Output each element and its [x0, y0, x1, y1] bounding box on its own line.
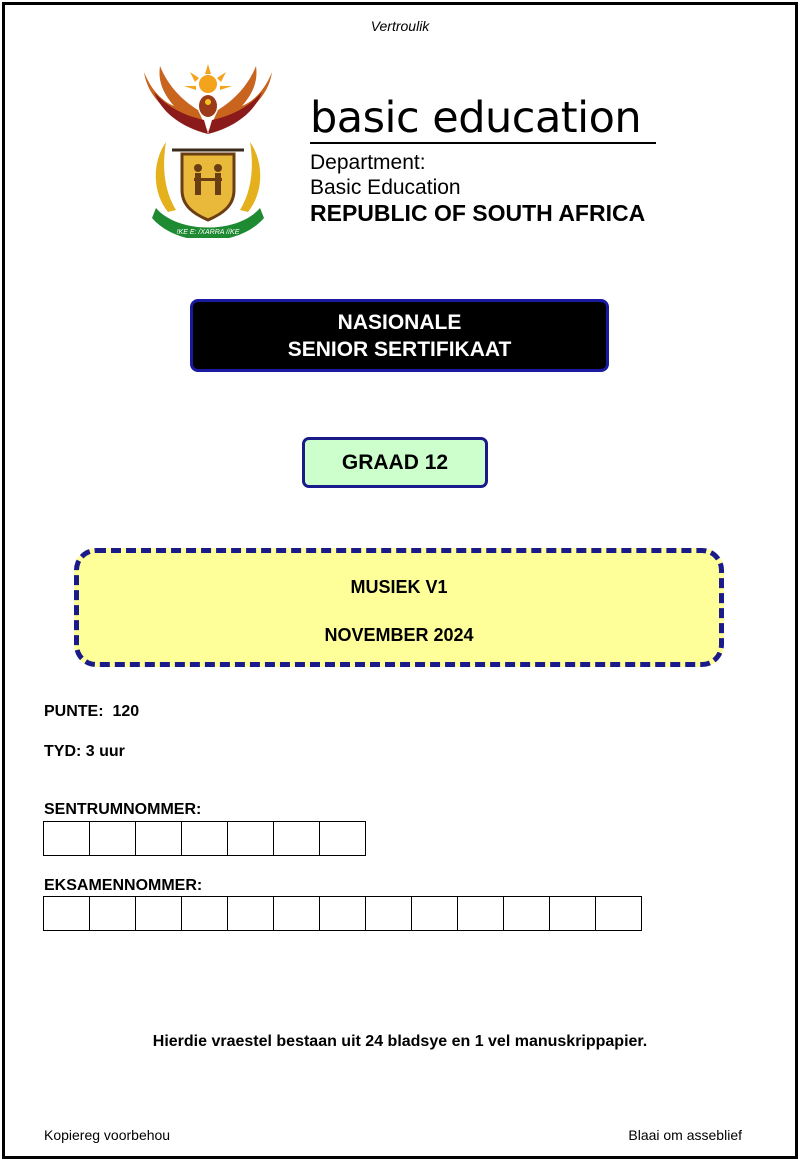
page-count-note: Hierdie vraestel bestaan uit 24 bladsye en 1 vel manuskrippapier.: [152, 1033, 648, 1050]
centre-number-box[interactable]: [181, 821, 228, 856]
confidential-label: Vertroulik: [370, 18, 430, 34]
copyright-label: Kopiereg voorbehou: [44, 1127, 171, 1143]
exam-number-box[interactable]: [411, 896, 458, 931]
coat-of-arms-logo: [138, 62, 278, 238]
exam-number-box[interactable]: [549, 896, 596, 931]
centre-number-box[interactable]: [227, 821, 274, 856]
department-name: Basic Education: [310, 176, 461, 199]
exam-number-box[interactable]: [89, 896, 136, 931]
coat-motto: !KE E: /XARRA //KE: [176, 229, 240, 236]
exam-number-box[interactable]: [181, 896, 228, 931]
marks-label: PUNTE: 120: [44, 703, 140, 720]
exam-number-box[interactable]: [457, 896, 504, 931]
centre-number-label: SENTRUMNOMMER:: [44, 801, 202, 818]
exam-number-grid: [43, 896, 642, 931]
exam-number-box[interactable]: [273, 896, 320, 931]
exam-number-box[interactable]: [503, 896, 550, 931]
exam-number-box[interactable]: [43, 896, 90, 931]
turn-over-label: Blaai om asseblief: [628, 1127, 742, 1143]
centre-number-box[interactable]: [89, 821, 136, 856]
subject-name: MUSIEK V1: [350, 577, 448, 597]
exam-number-label: EKSAMENNOMMER:: [44, 877, 203, 894]
exam-number-box[interactable]: [135, 896, 182, 931]
time-label: TYD: 3 uur: [44, 743, 125, 760]
centre-number-box[interactable]: [135, 821, 182, 856]
grade-badge: GRAAD 12: [302, 437, 488, 488]
exam-session: NOVEMBER 2024: [324, 625, 474, 645]
certificate-line-2: SENIOR SERTIFIKAAT: [287, 337, 512, 361]
exam-number-box[interactable]: [227, 896, 274, 931]
subject-panel: [74, 548, 724, 667]
exam-number-box[interactable]: [365, 896, 412, 931]
certificate-line-1: NASIONALE: [337, 310, 462, 334]
exam-number-box[interactable]: [595, 896, 642, 931]
centre-number-box[interactable]: [43, 821, 90, 856]
department-label: Department:: [310, 151, 426, 174]
centre-number-box[interactable]: [319, 821, 366, 856]
exam-number-box[interactable]: [319, 896, 366, 931]
brand-title: basic education: [310, 93, 642, 143]
department-heading: [310, 92, 660, 227]
country-name: REPUBLIC OF SOUTH AFRICA: [310, 200, 646, 226]
centre-number-box[interactable]: [273, 821, 320, 856]
certificate-banner: [190, 299, 609, 372]
centre-number-grid: [43, 821, 366, 856]
